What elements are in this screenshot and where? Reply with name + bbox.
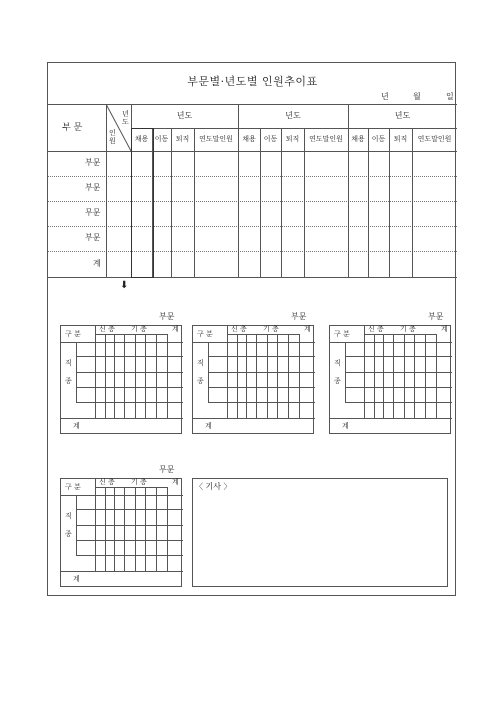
grid-line [237, 334, 238, 418]
grid-line [167, 334, 168, 418]
grid-line [288, 334, 289, 418]
small-table-grid [192, 325, 314, 434]
small-table-grid [329, 325, 451, 434]
corner-label: 부 문 [62, 123, 83, 133]
grid-line [374, 334, 375, 418]
sub-header-yearend: 연도말인원 [417, 135, 452, 143]
jik-label: 직 [65, 512, 72, 520]
gubun-label: 구 분 [65, 483, 81, 491]
sub-header-hire: 채용 [351, 135, 365, 143]
down-arrow-icon: ⬇ [120, 280, 129, 291]
sub-header-retire: 퇴직 [175, 135, 190, 143]
existing-label: 기 층 [400, 325, 416, 333]
col-line [412, 128, 413, 277]
grid-line [105, 334, 106, 418]
existing-label: 기 층 [131, 325, 147, 333]
grid-line [61, 418, 183, 419]
total-label: 계 [441, 325, 448, 333]
col-line [194, 128, 195, 277]
grid-line [135, 334, 136, 418]
notes-label: 〈 기사 〉 [195, 482, 232, 491]
grid-line [76, 555, 183, 556]
grid-line [208, 356, 315, 357]
grid-line [393, 334, 394, 418]
row-label: 부문 [85, 158, 101, 167]
total-label: 계 [172, 325, 179, 333]
grid-line [208, 387, 315, 388]
sub-header-retire: 퇴직 [393, 135, 408, 143]
grid-line [76, 356, 183, 357]
grid-line [124, 334, 125, 418]
grid-line [105, 487, 106, 571]
grid-line [345, 356, 452, 357]
col-line [260, 128, 261, 277]
grid-line [156, 487, 157, 571]
sub-header-hire: 채용 [242, 135, 256, 143]
grid-line [345, 342, 346, 402]
col-line [348, 104, 349, 277]
grid-line [227, 334, 299, 335]
grid-line [76, 495, 77, 555]
row-label: 무문 [85, 208, 101, 217]
year-header-3: 년도 [394, 111, 411, 120]
sum-label: 계 [73, 575, 80, 583]
jik-label: 직 [197, 359, 204, 367]
sub-header-yearend: 연도말인원 [199, 135, 233, 143]
grid-line [193, 342, 315, 343]
small-table [60, 313, 182, 434]
col-line [368, 128, 369, 277]
new-label: 신 층 [99, 478, 115, 486]
grid-line [383, 334, 384, 418]
small-table-dept: 부문 [291, 312, 307, 321]
grid-line [76, 540, 183, 541]
page-title: 부문별·년도별 인원추이표 [187, 75, 318, 88]
corner-year-label: 년도 [122, 110, 129, 126]
row-separator [48, 176, 457, 177]
grid-line [345, 372, 452, 373]
corner-person-label: 인원 [109, 129, 116, 145]
row-label: 부문 [85, 233, 101, 242]
grid-line [208, 342, 209, 402]
small-table-dept: 무문 [159, 465, 175, 474]
row-separator [48, 251, 457, 252]
new-label: 신 층 [99, 325, 115, 333]
grid-line [330, 342, 452, 343]
grid-line [167, 487, 168, 571]
jik-label: 직 [334, 359, 341, 367]
col-line [304, 128, 305, 277]
sub-header-retire: 퇴직 [285, 135, 300, 143]
grid-line [246, 334, 247, 418]
header-bottom-border [48, 151, 457, 152]
sum-label: 계 [342, 422, 349, 430]
highlight-column [131, 128, 154, 278]
grid-line [414, 334, 415, 418]
grid-line [76, 342, 77, 402]
col-line [171, 128, 172, 277]
row-label: 부문 [85, 183, 101, 192]
grid-line [364, 334, 436, 335]
jong-label: 종 [65, 530, 72, 538]
main-table-bottom-border [48, 277, 457, 278]
small-table [192, 313, 314, 434]
total-label: 계 [172, 478, 179, 486]
small-table [329, 313, 451, 434]
grid-line [61, 342, 183, 343]
total-label: 계 [304, 325, 311, 333]
sum-label: 계 [73, 422, 80, 430]
grid-line [256, 334, 257, 418]
grid-line [124, 487, 125, 571]
row-label-total: 계 [93, 259, 101, 268]
sub-header-yearend: 연도말인원 [309, 135, 343, 143]
existing-label: 기 층 [263, 325, 279, 333]
grid-line [425, 334, 426, 418]
grid-line [145, 334, 146, 418]
grid-line [299, 334, 300, 418]
grid-line [330, 418, 452, 419]
grid-line [76, 387, 183, 388]
row-separator [48, 226, 457, 227]
grid-line [61, 571, 183, 572]
sub-header-transfer: 이동 [263, 135, 278, 143]
grid-line [95, 487, 167, 488]
grid-line [114, 487, 115, 571]
date-day: 일 [446, 92, 454, 101]
small-table-grid [60, 478, 182, 587]
grid-line [208, 402, 315, 403]
date-year: 년 [381, 92, 389, 101]
grid-line [76, 372, 183, 373]
year-header-2: 년도 [285, 111, 301, 120]
col-line [238, 104, 239, 277]
small-table [60, 466, 182, 587]
sub-header-transfer: 이동 [371, 135, 386, 143]
grid-line [156, 334, 157, 418]
new-label: 신 층 [231, 325, 247, 333]
year-header-1: 년도 [176, 111, 193, 120]
grid-line [61, 495, 183, 496]
col-line [389, 128, 390, 277]
jong-label: 종 [65, 377, 72, 385]
existing-label: 기 층 [131, 478, 147, 486]
grid-line [208, 372, 315, 373]
document-frame [47, 62, 456, 596]
grid-line [193, 418, 315, 419]
grid-line [95, 334, 167, 335]
grid-line [145, 487, 146, 571]
grid-line [114, 334, 115, 418]
grid-line [345, 402, 452, 403]
grid-line [267, 334, 268, 418]
small-table-dept: 부문 [159, 312, 175, 321]
sum-label: 계 [205, 422, 212, 430]
date-month: 월 [413, 92, 421, 101]
grid-line [76, 525, 183, 526]
row-separator [48, 201, 457, 202]
grid-line [76, 402, 183, 403]
grid-line [76, 509, 183, 510]
grid-line [277, 334, 278, 418]
grid-line [135, 487, 136, 571]
notes-box [192, 478, 448, 587]
sub-header-transfer: 이동 [154, 135, 169, 143]
gubun-label: 구 분 [197, 330, 213, 338]
header-divider [131, 128, 457, 129]
grid-line [404, 334, 405, 418]
jik-label: 직 [65, 359, 72, 367]
col-line [281, 128, 282, 277]
jong-label: 종 [334, 377, 341, 385]
grid-line [345, 387, 452, 388]
new-label: 신 층 [368, 325, 384, 333]
gubun-label: 구 분 [334, 330, 350, 338]
sub-header-hire: 채용 [134, 135, 149, 143]
gubun-label: 구 분 [65, 330, 81, 338]
jong-label: 종 [197, 377, 204, 385]
grid-line [436, 334, 437, 418]
small-table-dept: 부문 [428, 312, 444, 321]
small-table-grid [60, 325, 182, 434]
